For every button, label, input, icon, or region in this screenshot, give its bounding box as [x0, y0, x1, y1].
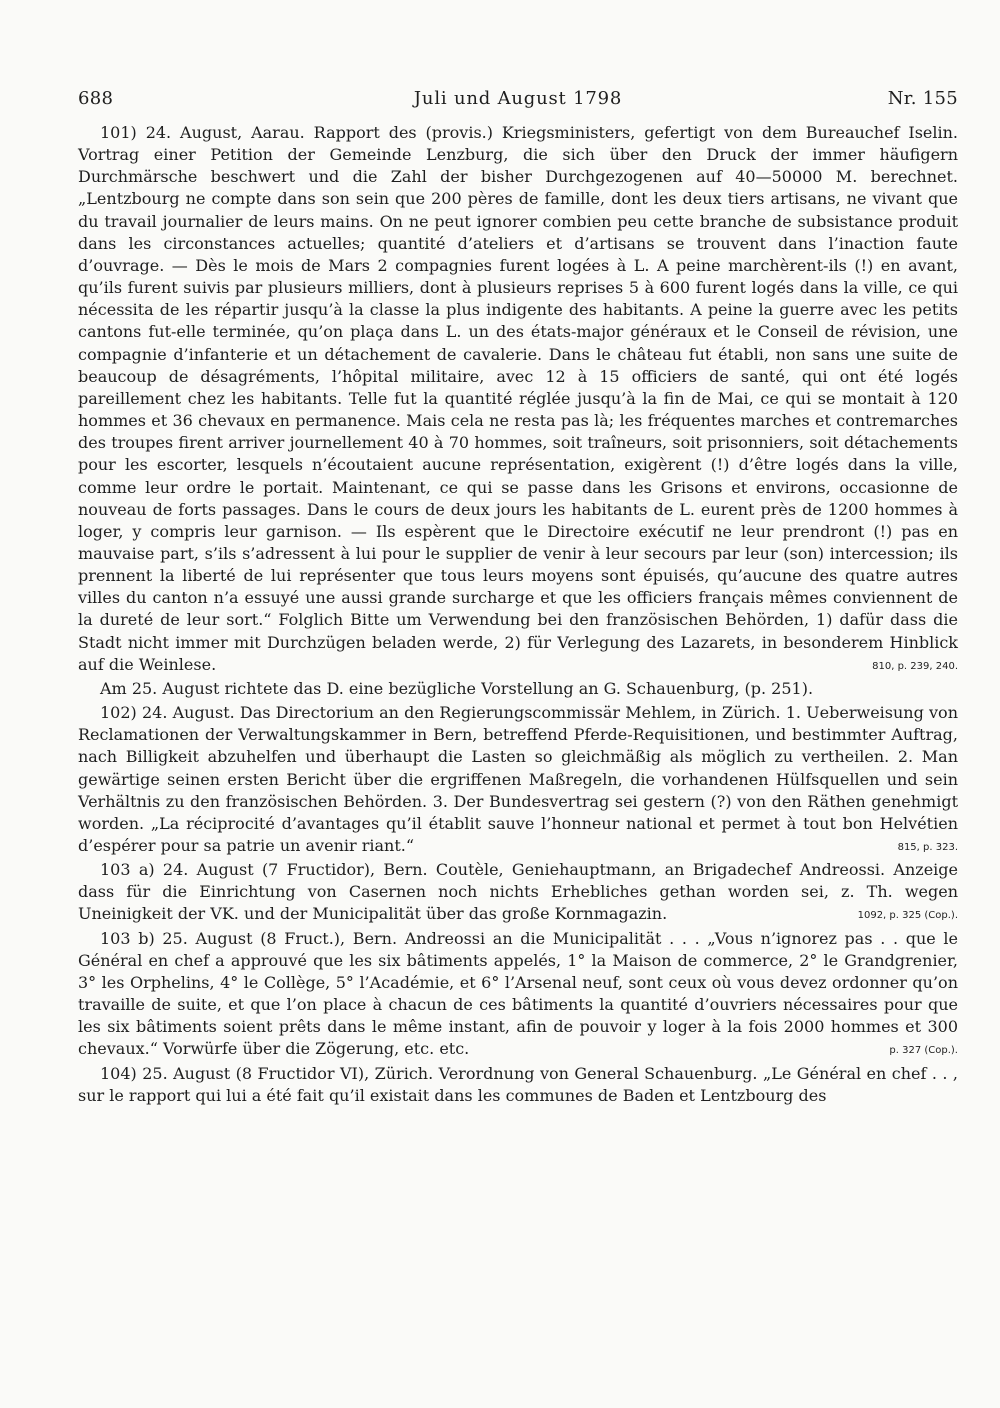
- entry-text: 104) 25. August (8 Fructidor VI), Zürich. Verordnung von General Schauenburg. „Le Général en chef . . , sur le rapport qui lui a été fait qu’il existait dans les communes de Baden et Lentzbourg des: [78, 1063, 958, 1105]
- entry-103a: [78, 859, 958, 925]
- entry-text: 101) 24. August, Aarau. Rapport des (provis.) Kriegsministers, gefertigt von dem Bureauchef Iselin. Vortrag einer Petition der Gemeinde Lenzburg, die sich über den Druck der immer häufigern Durchmärsche beschwert und die Zahl der bisher Durchgezogenen auf 40—50000 M. berechnet. „Lentzbourg ne compte dans son sein que 200 pères de famille, dont les deux tiers artisans, ne vivant que du travail journalier de leurs mains. On ne peut ignorer combien peu cette branche de subsistance produit dans les circonstances actuelles; quantité d’ateliers et d’artisans se trouvent dans l’inaction faute d’ouvrage. — Dès le mois de Mars 2 compagnies furent logées à L. A peine marchèrent-ils (!) en avant, qu’ils furent suivis par plusieurs milliers, dont à plusieurs reprises 5 à 600 furent logés dans la ville, ce qui nécessita de les répartir jusqu’à la classe la plus indigente des habitants. A peine la guerre avec les petits cantons fut-elle terminée, qu’on plaça dans L. un des états-major généraux et le Conseil de révision, une compagnie d’infanterie et un détachement de cavalerie. Dans le château fut établi, non sans une suite de beaucoup de désagréments, l’hôpital militaire, avec 12 à 15 officiers de santé, qui ont été logés pareillement chez les habitants. Telle fut la quantité réglée jusqu’à la fin de Mai, ce qui se montait à 120 hommes et 36 chevaux en permanence. Mais cela ne resta pas là; les fréquentes marches et contremarches des troupes firent arriver journellement 40 à 70 hommes, soit traîneurs, soit prisonniers, soit détachements pour les escorter, lesquels n’écoutaient aucune représentation, exigèrent (!) d’être logés dans la ville, comme leur ordre le portait. Maintenant, ce qui se passe dans les Grisons et environs, occasionne de nouveau de forts passages. Dans le cours de deux jours les habitants de L. eurent près de 1200 hommes à loger, y compris leur garnison. — Ils espèrent que le Directoire exécutif ne leur prendront (!) pas en mauvaise part, s’ils s’adressent à lui pour le supplier de venir à leur secours par leur (son) intercession; ils prennent la liberté de lui représenter que tous leurs moyens sont épuisés, qu’aucune des quatre autres villes du canton n’a essuyé une aussi grande surcharge et que les officiers français mêmes conviennent de la dureté de leur sort.“ Folglich Bitte um Verwendung bei den französischen Behörden, 1) dafür dass die Stadt nicht immer mit Durchzügen beladen werde, 2) für Verlegung des Lazarets, in besonderem Hinblick auf die Weinlese.: [78, 123, 958, 674]
- entry-101: [78, 122, 958, 676]
- entry-104: [78, 1063, 958, 1107]
- entry-102: [78, 702, 958, 857]
- entry-text: 103 a) 24. August (7 Fructidor), Bern. Coutèle, Geniehauptmann, an Brigadechef Andreossi. Anzeige dass für die Einrichtung von Casernen noch nichts Erhebliches gethan worden sei, z. Th. wegen Uneinigkeit der VK. und der Municipalität über das große Kornmagazin.: [78, 860, 958, 924]
- page-body: [78, 122, 958, 1109]
- source-reference: 810, p. 239, 240.: [872, 660, 958, 672]
- source-reference: 1092, p. 325 (Cop.).: [857, 910, 958, 922]
- entry-101-note: [78, 678, 958, 700]
- running-header: [78, 88, 958, 114]
- section-number: Nr. 155: [887, 88, 958, 109]
- entry-text: 103 b) 25. August (8 Fruct.), Bern. Andreossi an die Municipalität . . . „Vous n’ignorez pas . . que le Général en chef a approuvé que les six bâtiments appelés, 1° la Maison de commerce, 2° le Grandgrenier, 3° les Orphelins, 4° le Collège, 5° l’Académie, et 6° l’Arsenal neuf, sont ceux où vous devez ordonner qu’on travaille de suite, et que l’on place à chacun de ces bâtiments la quantité d’ouvriers nécessaires pour que les six bâtiments soient prêts dans le même instant, afin de pouvoir y loger à la fois 2000 hommes et 300 chevaux.“ Vorwürfe über die Zögerung, etc. etc.: [78, 928, 958, 1059]
- entry-text: 102) 24. August. Das Directorium an den Regierungscommissär Mehlem, in Zürich. 1. Ueberweisung von Reclamationen der Verwaltungskammer in Bern, betreffend Pferde-Requisitionen, und bestimmter Auftrag, nach Billigkeit abzuhelfen und überhaupt die Lasten so gleichmäßig als möglich zu vertheilen. 2. Man gewärtige seinen ersten Bericht über die ergriffenen Maßregeln, die vorhandenen Hülfsquellen und sein Verhältnis zu den französischen Behörden. 3. Der Bundesvertrag sei gestern (?) von den Räthen genehmigt worden. „La réciprocité d’avantages qu’il établit sauve l’honneur national et permet à tout bon Helvétien d’espérer pour sa patrie un avenir riant.“: [78, 703, 958, 855]
- source-reference: p. 327 (Cop.).: [889, 1045, 958, 1057]
- page-number: 688: [78, 88, 114, 109]
- entry-text: Am 25. August richtete das D. eine bezügliche Vorstellung an G. Schauenburg, (p. 251).: [100, 678, 814, 698]
- source-reference: 815, p. 323.: [897, 842, 958, 853]
- entry-103b: [78, 928, 958, 1061]
- running-title: Juli und August 1798: [413, 88, 623, 109]
